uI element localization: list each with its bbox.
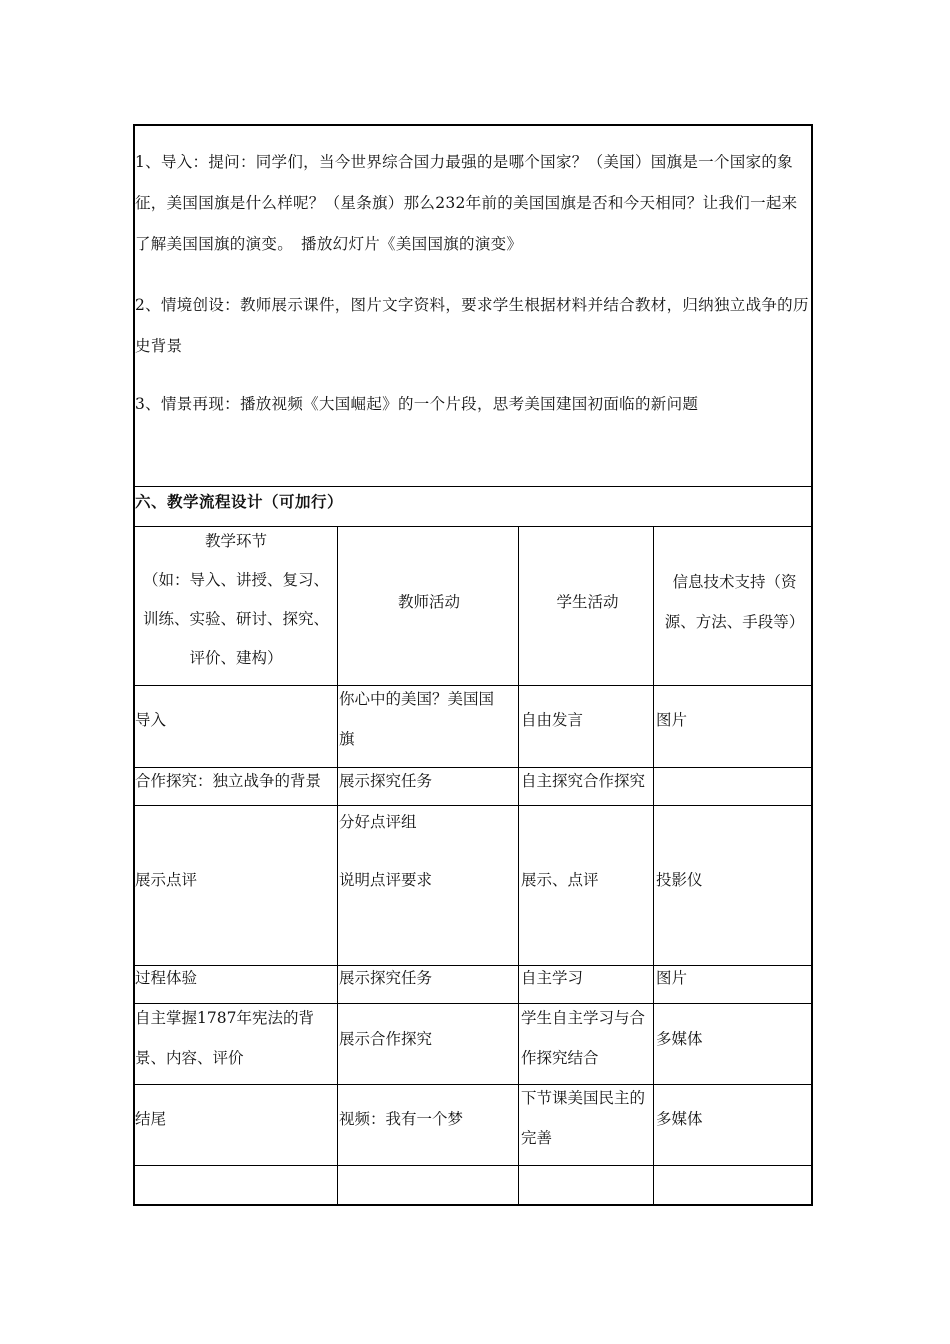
cell-line: 自主掌握1787年宪法的背 [135, 1009, 314, 1027]
row1-stage: 导入 [135, 711, 167, 729]
row3-student: 展示、点评 [521, 871, 599, 889]
row6-tech: 多媒体 [656, 1110, 703, 1128]
header-tech-line: 源、方法、手段等） [664, 613, 805, 631]
row5-tech: 多媒体 [656, 1030, 703, 1048]
divider [135, 486, 813, 487]
intro-section [135, 126, 811, 486]
header-student: 学生活动 [556, 593, 619, 611]
row2-teacher: 展示探究任务 [339, 772, 433, 790]
cell-line: 景、内容、评价 [135, 1049, 244, 1067]
row1-student: 自由发言 [521, 711, 584, 729]
row5-stage [135, 998, 337, 1078]
lesson-plan-frame [133, 124, 813, 1206]
header-stage-line: 训练、实验、研讨、探究、 [142, 610, 329, 628]
row3-stage: 展示点评 [135, 871, 198, 889]
row-divider [135, 1165, 813, 1166]
header-stage-line: 评价、建构） [189, 649, 283, 667]
row6-stage: 结尾 [135, 1110, 167, 1128]
intro-paragraph-3: 3、情景再现：播放视频《大国崛起》的一个片段，思考美国建国初面临的新问题 [135, 395, 699, 413]
header-stage-line: 教学环节 [204, 532, 267, 550]
header-tech-line: 信息技术支持（资 [672, 573, 797, 591]
row5-student [521, 998, 654, 1078]
header-teacher: 教师活动 [397, 593, 460, 611]
cell-line: 学生自主学习与合 [521, 1009, 646, 1027]
cell-line: 作探究结合 [521, 1049, 599, 1067]
header-stage [135, 522, 337, 678]
row6-teacher: 视频：我有一个梦 [339, 1110, 464, 1128]
row4-tech: 图片 [656, 969, 688, 987]
intro-paragraph-1: 1、导入：提问：同学们，当今世界综合国力最强的是哪个国家？（美国）国旗是一个国家的象征，美国国旗是什么样呢？（星条旗）那么232年前的美国国旗是否和今天相同？让我们一起来了解美国国旗的演变。 播放幻灯片《美国国旗的演变》 [135, 153, 798, 253]
row4-stage: 过程体验 [135, 969, 198, 987]
row3-teacher-line2: 说明点评要求 [339, 871, 433, 889]
cell-line: 完善 [521, 1129, 553, 1147]
row1-teacher [339, 679, 519, 759]
row2-student: 自主探究合作探究 [521, 772, 646, 790]
row6-student [521, 1078, 654, 1158]
row2-stage: 合作探究：独立战争的背景 [135, 772, 322, 790]
row4-teacher: 展示探究任务 [339, 969, 433, 987]
header-tech [656, 562, 813, 642]
header-stage-line: （如：导入、讲授、复习、 [142, 571, 329, 589]
row5-teacher: 展示合作探究 [339, 1030, 433, 1048]
cell-line: 旗 [339, 730, 355, 748]
row-divider [135, 1084, 813, 1085]
cell-line: 下节课美国民主的 [521, 1089, 646, 1107]
column-divider [337, 526, 338, 1204]
intro-paragraph-2: 2、情境创设：教师展示课件，图片文字资料，要求学生根据材料并结合教材，归纳独立战争的历史背景 [135, 296, 809, 355]
row3-teacher-line1: 分好点评组 [339, 813, 417, 831]
cell-line: 你心中的美国？美国国 [339, 690, 495, 708]
row1-tech: 图片 [656, 711, 688, 729]
row3-tech: 投影仪 [656, 871, 703, 889]
row4-student: 自主学习 [521, 969, 584, 987]
section-title: 六、教学流程设计（可加行） [135, 492, 344, 511]
